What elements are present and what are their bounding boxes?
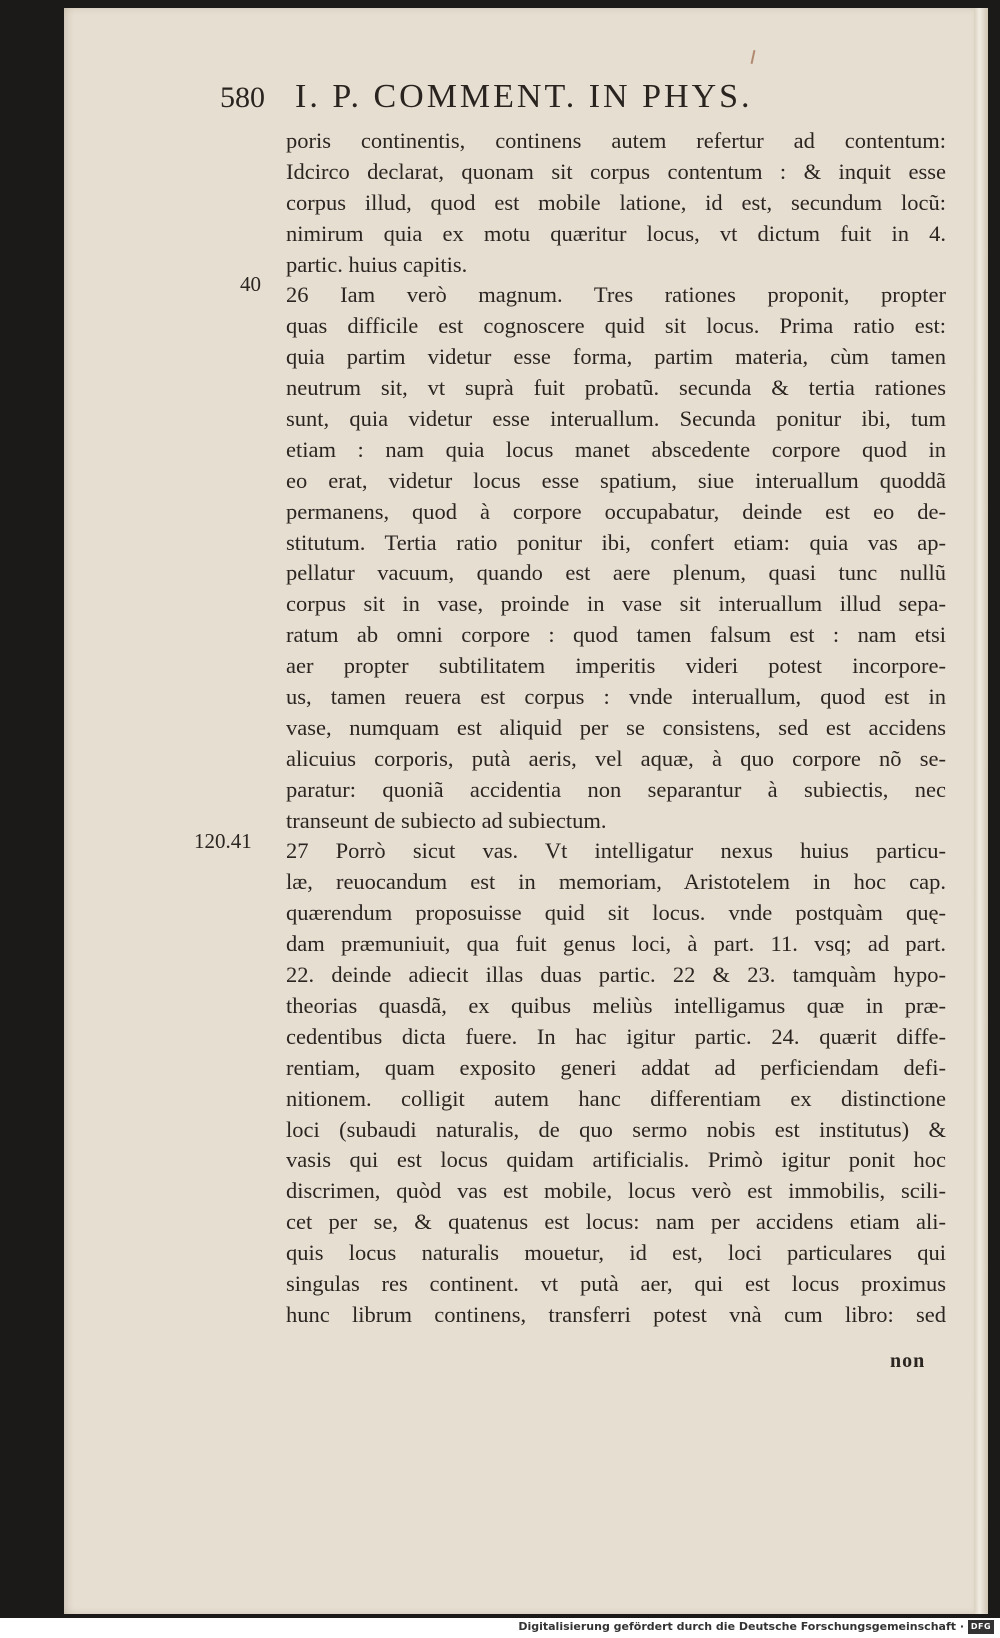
text-line: corpus sit in vase, proinde in vase sit interuallum illud sepa- <box>286 591 946 617</box>
text-line: neutrum sit, vt suprà fuit probatũ. secunda & tertia rationes <box>286 375 946 401</box>
text-line-lemma-27: 27 Porrò sicut vas. Vt intelligatur nexus huius particu- <box>286 838 946 864</box>
funding-notice: Digitalisierung gefördert durch die Deutsche Forschungsgemeinschaft · <box>518 1620 964 1633</box>
text-line: theorias quasdã, ex quibus meliùs intelligamus quæ in præ- <box>286 992 946 1018</box>
text-line: 22. deinde adiecit illas duas partic. 22 & 23. tamquàm hypo- <box>286 962 946 988</box>
text-line: partic. huius capitis. <box>286 251 468 277</box>
dfg-logo-icon: DFG <box>968 1620 994 1634</box>
text-line: quis locus naturalis mouetur, id est, loci particulares qui <box>286 1240 946 1266</box>
text-line: quia partim videtur esse forma, partim materia, cùm tamen <box>286 344 946 370</box>
text-line: etiam : nam quia locus manet abscedente corpore quod in <box>286 436 946 462</box>
text-line: cet per se, & quatenus est locus: nam per accidens etiam ali- <box>286 1209 946 1235</box>
text-line: læ, reuocandum est in memoriam, Aristotelem in hoc cap. <box>286 869 946 895</box>
margin-line-number-40: 40 <box>240 272 261 296</box>
running-head <box>220 78 860 124</box>
text-line: transeunt de subiecto ad subiectum. <box>286 807 607 833</box>
text-line: pellatur vacuum, quando est aere plenum, quasi tunc nullũ <box>286 560 946 586</box>
running-title: I. P. COMMENT. IN PHYS. <box>295 78 753 115</box>
text-line: nimirum quia ex motu quæritur locus, vt dictum fuit in 4. <box>286 220 946 246</box>
text-line: us, tamen reuera est corpus : vnde interuallum, quod est in <box>286 684 946 710</box>
footer-bar <box>0 1618 1000 1638</box>
text-line: vasis qui est locus quidam artificialis. Primò igitur ponit hoc <box>286 1147 946 1173</box>
text-line: sunt, quia videtur esse interuallum. Secunda ponitur ibi, tum <box>286 406 946 432</box>
text-line: loci (subaudi naturalis, de quo sermo nobis est institutus) & <box>286 1116 946 1142</box>
text-line: cedentibus dicta fuere. In hac igitur partic. 24. quærit diffe- <box>286 1023 946 1049</box>
text-line: poris continentis, continens autem refertur ad contentum: <box>286 128 946 153</box>
text-line: permanens, quod à corpore occupabatur, deinde est eo de- <box>286 498 946 524</box>
text-line: nitionem. colligit autem hanc differentiam ex distinctione <box>286 1085 946 1111</box>
text-line: ratum ab omni corpore : quod tamen falsum est : nam etsi <box>286 622 946 648</box>
text-line: Idcirco declarat, quonam sit corpus contentum : & inquit esse <box>286 158 946 184</box>
text-line: stitutum. Tertia ratio ponitur ibi, confert etiam: quia vas ap- <box>286 529 946 555</box>
text-line-lemma-26: 26 Iam verò magnum. Tres rationes proponit, propter <box>286 282 946 308</box>
text-line: dam præmuniuit, qua fuit genus loci, à part. 11. vsq; ad part. <box>286 931 946 957</box>
page-number: 580 <box>220 81 265 114</box>
page-fore-edge <box>974 8 988 1614</box>
text-line: alicuius corporis, putà aeris, vel aquæ, à quo corpore nõ se- <box>286 745 946 771</box>
text-line: discrimen, quòd vas est mobile, locus verò est immobilis, scili- <box>286 1178 946 1204</box>
text-line: singulas res continent. vt putà aer, qui est locus proximus <box>286 1270 946 1296</box>
text-line: hunc librum continens, transferri potest vnà cum libro: sed <box>286 1301 946 1327</box>
margin-line-number-120-41: 120.41 <box>194 829 252 853</box>
text-line: rentiam, quam exposito generi addat ad perficiendam defi- <box>286 1054 946 1080</box>
text-line: paratur: quoniã accidentia non separantur à subiectis, nec <box>286 776 946 802</box>
text-line: quas difficile est cognoscere quid sit locus. Prima ratio est: <box>286 313 946 339</box>
commentary-text <box>286 126 946 1331</box>
text-line: aer propter subtilitatem imperitis videri potest incorpore- <box>286 653 946 679</box>
text-line: quærendum proposuisse quid sit locus. vnde postquàm quę- <box>286 900 946 926</box>
text-line: eo erat, videtur locus esse spatium, siue interuallum quoddã <box>286 467 946 493</box>
text-line: vase, numquam est aliquid per se consistens, sed est accidens <box>286 714 946 740</box>
text-line: corpus illud, quod est mobile latione, id est, secundum locũ: <box>286 189 946 215</box>
catchword: non <box>890 1350 926 1372</box>
